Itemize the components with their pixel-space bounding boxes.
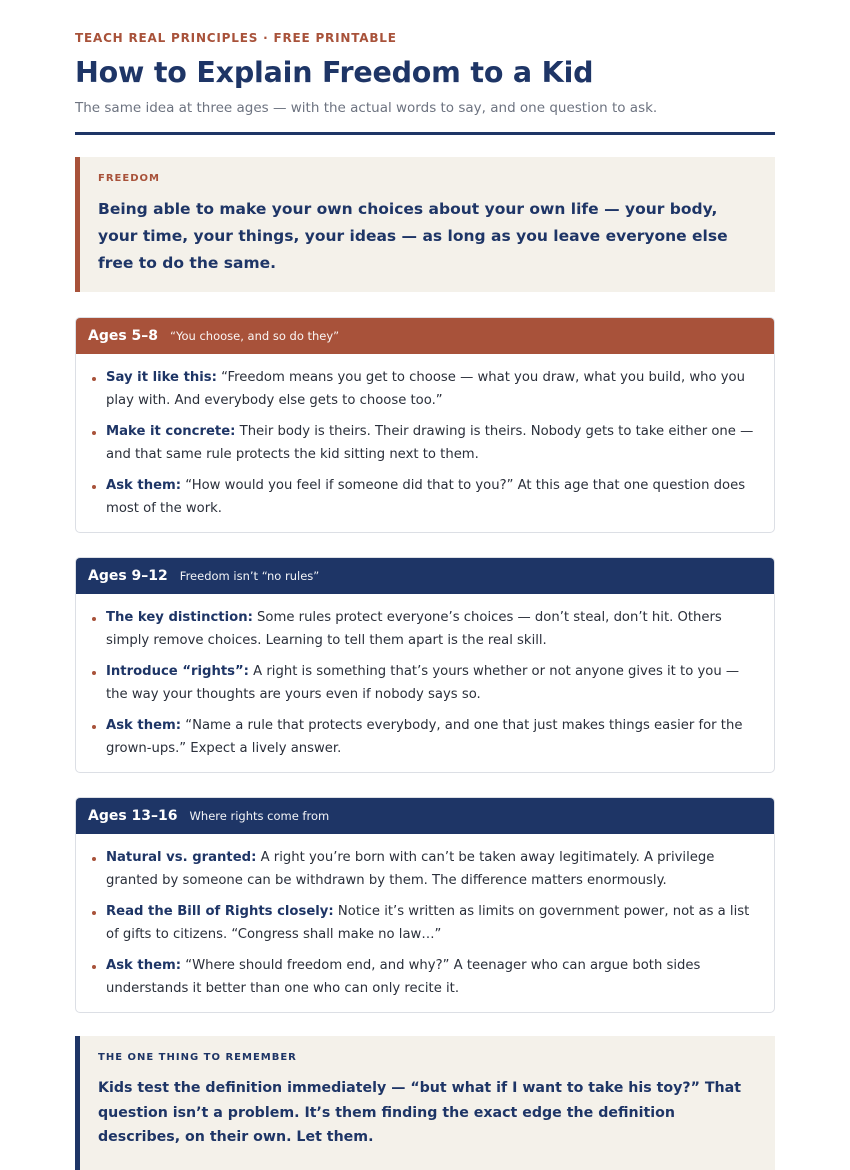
bullet-icon	[92, 725, 96, 729]
item-lead: Ask them:	[106, 958, 182, 973]
kicker: TEACH REAL PRINCIPLES · FREE PRINTABLE	[75, 31, 397, 45]
printable-page	[75, 0, 775, 1170]
age-range: Ages 9–12	[88, 568, 168, 584]
bullet-icon	[92, 617, 96, 621]
list-item	[92, 366, 758, 412]
bullet-icon	[92, 857, 96, 861]
item-text: A right you’re born with can’t be taken away legitimately. A privilege granted by someone can be withdrawn by them. The difference matters enormously.	[106, 850, 715, 888]
section-tagline: “You choose, and so do they”	[170, 329, 340, 343]
age-range: Ages 13–16	[88, 808, 178, 824]
item-lead: Natural vs. granted:	[106, 850, 257, 865]
section-header	[76, 558, 774, 594]
list-item	[92, 900, 758, 946]
item-text: “Where should freedom end, and why?” A teenager who can argue both sides understands it better than one who can only recite it.	[106, 958, 701, 996]
page-title: How to Explain Freedom to a Kid	[75, 56, 594, 89]
item-text: Their body is theirs. Their drawing is theirs. Nobody gets to take either one — and that same rule protects the kid sitting next to them.	[106, 424, 754, 462]
list-item	[92, 954, 758, 1000]
item-lead: Read the Bill of Rights closely:	[106, 904, 334, 919]
tips-list	[76, 354, 774, 532]
bullet-icon	[92, 911, 96, 915]
remember-callout	[75, 1036, 775, 1170]
list-item	[92, 474, 758, 520]
age-range: Ages 5–8	[88, 328, 159, 344]
item-text: Notice it’s written as limits on government power, not as a list of gifts to citizens. “Congress shall make no law…”	[106, 904, 750, 942]
list-item	[92, 420, 758, 466]
section-header	[76, 798, 774, 834]
item-text: Some rules protect everyone’s choices — don’t steal, don’t hit. Others simply remove choices. Learning to tell them apart is the real skill.	[106, 610, 722, 648]
list-item	[92, 714, 758, 760]
bullet-icon	[92, 965, 96, 969]
bullet-icon	[92, 671, 96, 675]
bullet-icon	[92, 485, 96, 489]
tips-list	[76, 594, 774, 772]
section-tagline: Where rights come from	[189, 809, 330, 823]
list-item	[92, 846, 758, 892]
list-item	[92, 606, 758, 652]
item-lead: Introduce “rights”:	[106, 664, 249, 679]
item-text: “Name a rule that protects everybody, and one that just makes things easier for the grown-ups.” Expect a lively answer.	[106, 718, 743, 756]
header-divider	[75, 132, 775, 135]
bullet-icon	[92, 431, 96, 435]
age-section-9-12	[75, 557, 775, 773]
age-section-13-16	[75, 797, 775, 1013]
page-subtitle: The same idea at three ages — with the actual words to say, and one question to ask.	[75, 100, 658, 116]
remember-text: Kids test the definition immediately — “but what if I want to take his toy?” That question isn’t a problem. It’s them finding the exact edge the definition describes, on their own. Let them.	[98, 1080, 742, 1145]
tips-list	[76, 834, 774, 1012]
item-lead: Make it concrete:	[106, 424, 236, 439]
section-tagline: Freedom isn’t “no rules”	[179, 569, 320, 583]
item-text: “Freedom means you get to choose — what you draw, what you build, who you play with. And everybody else gets to choose too.”	[106, 370, 745, 408]
remember-label: THE ONE THING TO REMEMBER	[98, 1052, 297, 1063]
item-lead: Ask them:	[106, 718, 182, 733]
definition-callout	[75, 157, 775, 292]
list-item	[92, 660, 758, 706]
section-header	[76, 318, 774, 354]
bullet-icon	[92, 377, 96, 381]
item-lead: Ask them:	[106, 478, 182, 493]
item-lead: The key distinction:	[106, 610, 253, 625]
item-text: “How would you feel if someone did that to you?” At this age that one question does most of the work.	[106, 478, 746, 516]
definition-text: Being able to make your own choices about your own life — your body, your time, your things, your ideas — as long as you leave everyone else free to do the same.	[98, 200, 728, 272]
definition-label: FREEDOM	[98, 173, 160, 184]
item-text: A right is something that’s yours whether or not anyone gives it to you — the way your thoughts are yours even if nobody says so.	[106, 664, 740, 702]
item-lead: Say it like this:	[106, 370, 217, 385]
age-section-5-8	[75, 317, 775, 533]
